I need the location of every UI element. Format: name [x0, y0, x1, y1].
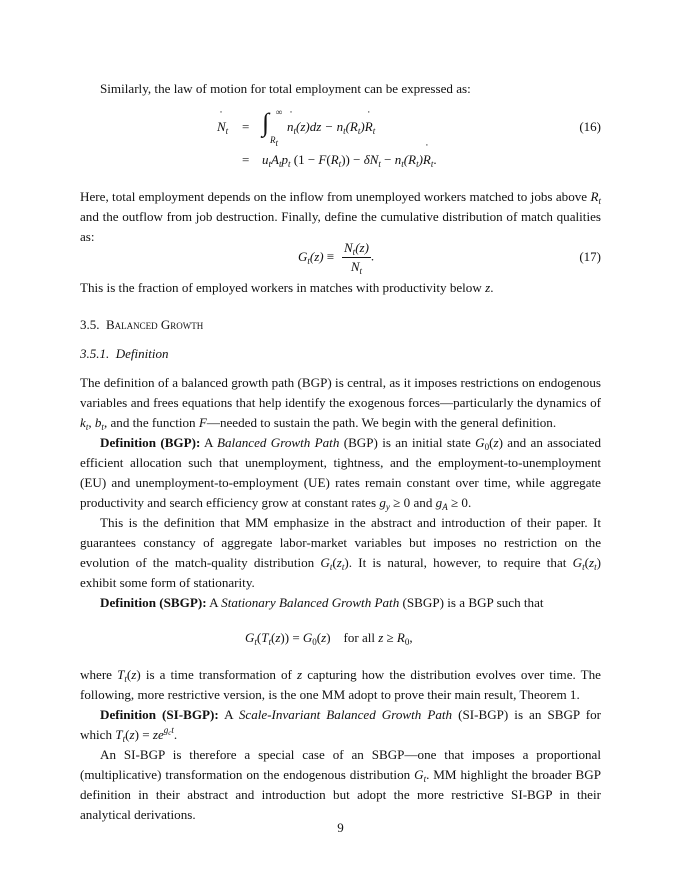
- equation-number-16: (16): [579, 119, 601, 134]
- definition-si-bgp: Definition (SI-BGP): A Scale-Invariant Balanced Growth Path (SI-BGP) is an SBGP for which $T_t(z) = ze^{g_ct}$.: [80, 707, 601, 744]
- paragraph-employment: Here, total employment depends on the inflow from unemployed workers matched to jobs above $R_t$ and the outflow from job destruction. Finally, define the cumulative distribution of match qualities as:: [80, 189, 601, 244]
- paragraph-fraction: This is the fraction of employed workers in matches with productivity below z.: [80, 280, 494, 295]
- equation-number-17: (17): [579, 249, 601, 264]
- equation-16: ˙ $N_t$ = ∫ ∞ $R_t$ ˙ $n_t(z)dz$ − $n_t(R_t)˙$ $R_t$ = $u_tA_tp_t$ $(1 - F(R_t)) - \delta N_t$ − $n_t(R_t)˙$ $R_t$. (16): [80, 108, 601, 170]
- equation-17: $G_t(z)$ ≡ $\frac{N_t(z)}{N_t}$ . (17): [298, 240, 601, 276]
- paragraph-bgp-intro: The definition of a balanced growth path (BGP) is central, as it imposes restrictions on endogenous variables and frees equations that help identify the exogenous forces—particularly the dynamics of $k_t$, $b_t$, and the function F—needed to sustain the path. We begin with the general definition.: [80, 375, 601, 432]
- paragraph-si-bgp-discussion: An SI-BGP is therefore a special case of an SBGP—one that imposes a proportional (multiplicative) transformation on the endogenous distribution $G_t$. MM highlight the broader BGP definition in their abstract and introduction but adopt the more restrictive SI-BGP in their analytical derivations.: [80, 747, 602, 822]
- paragraph-transformation: where $T_t(z)$ is a time transformation of z capturing how the distribution evolves over time. The following, more restrictive version, is the one MM adopt to prove their main result, Theorem 1.: [80, 667, 601, 702]
- page-number: 9: [337, 820, 344, 835]
- section-heading: 3.5. Balanced Growth: [80, 317, 204, 332]
- paragraph-bgp-discussion: This is the definition that MM emphasize in the abstract and introduction of their paper. It guarantees constancy of aggregate labor-market variables but imposes no restriction on the evolution of the match-quality distribution $G_t(z_t)$. It is natural, however, to require that $G_t(z_t)$ exhibit some form of stationarity.: [80, 515, 601, 590]
- subsection-heading: 3.5.1. Definition: [80, 346, 169, 361]
- definition-bgp: Definition (BGP): A Balanced Growth Path (BGP) is an initial state $G_0(z)$ and an associated efficient allocation such that unemployment, tightness, and the employment-to-unemployment (EU) and unemployment-to-employment (UE) rates remain constant over time, while aggregate productivity and search efficiency grow at constant rates $g_y \ge 0$ and $g_A \ge 0$.: [80, 435, 601, 512]
- paragraph-intro: Similarly, the law of motion for total employment can be expressed as:: [100, 81, 471, 96]
- eq16-lhs: ˙ $N_t$: [217, 119, 228, 135]
- definition-sbgp: Definition (SBGP): A Stationary Balanced Growth Path (SBGP) is a BGP such that: [100, 595, 544, 610]
- equation-sbgp: $G_t(T_t(z)) = G_0(z)$ for all $z \ge R_0$,: [245, 630, 413, 647]
